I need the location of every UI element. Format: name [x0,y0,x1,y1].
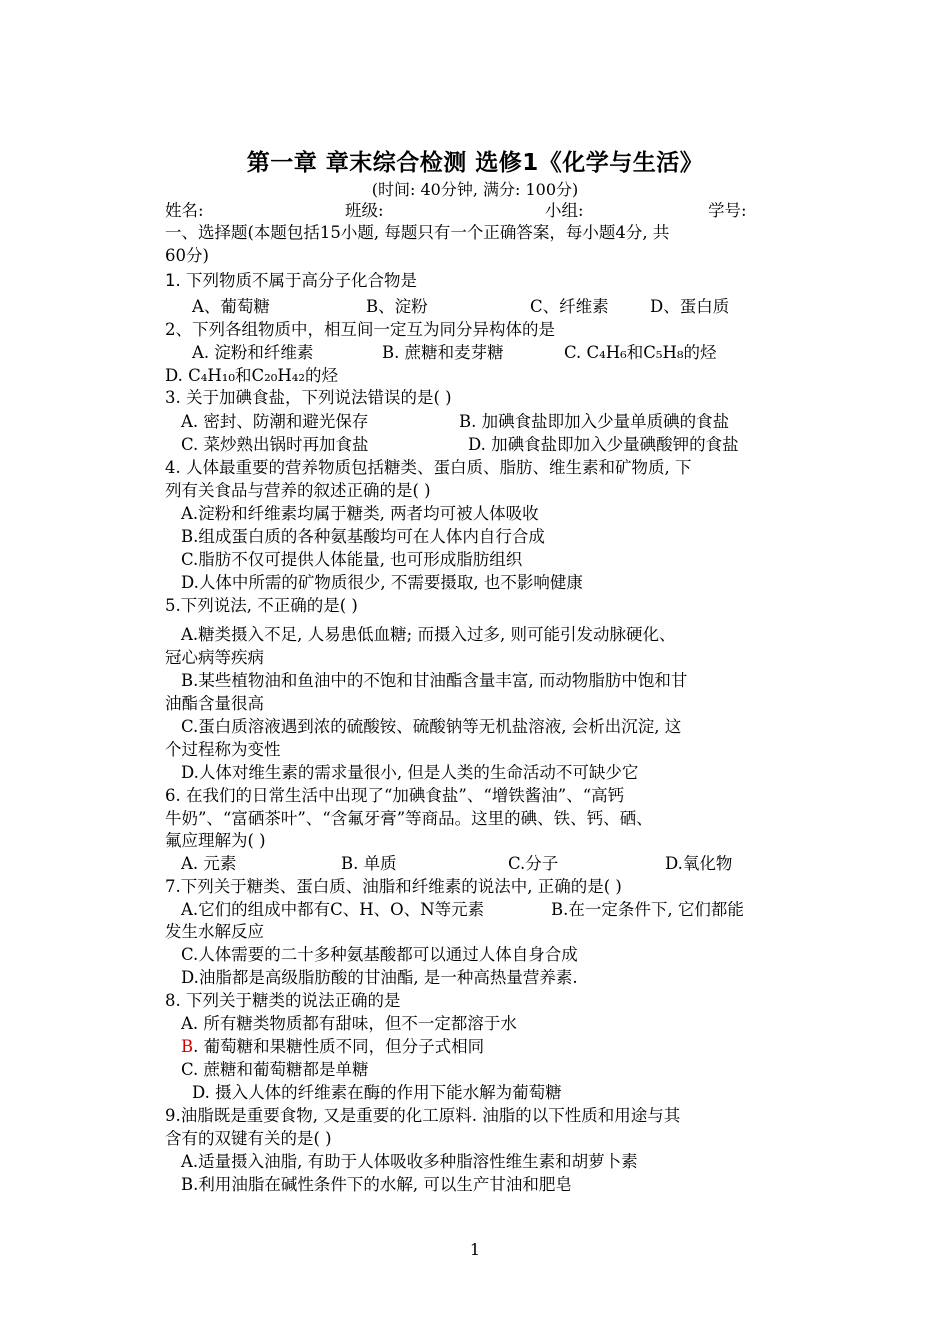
name-label: 姓名: [165,201,204,220]
q9-option-a: A.适量摄入油脂, 有助于人体吸收多种脂溶性维生素和胡萝卜素 [181,1152,638,1171]
q2-option-a: A. 淀粉和纤维素 [192,343,314,362]
q3-option-d: D. 加碘食盐即加入少量碘酸钾的食盐 [468,435,739,454]
q7-option-b-cont: 发生水解反应 [165,922,264,941]
q3-stem: 3. 关于加碘食盐，下列说法错误的是( ) [165,388,452,407]
q9-option-b: B.利用油脂在碱性条件下的水解, 可以生产甘油和肥皂 [181,1175,572,1194]
q6-option-b: B. 单质 [341,854,397,873]
q6-option-c: C.分子 [508,854,559,873]
q2-option-d: D. C₄H₁₀和C₂₀H₄₂的烃 [165,366,338,385]
q9-stem: 9.油脂既是重要食物, 又是重要的化工原料. 油脂的以下性质和用途与其 [165,1106,681,1125]
q7-option-b: B.在一定条件下, 它们都能 [551,900,744,919]
q7-option-a: A.它们的组成中都有C、H、O、N等元素 [181,900,485,919]
q4-option-b: B.组成蛋白质的各种氨基酸均可在人体内自行合成 [181,527,545,546]
q3-option-b: B. 加碘食盐即加入少量单质碘的食盐 [459,412,730,431]
page-number: 1 [469,1240,481,1259]
class-label: 班级: [345,201,384,220]
q5-option-c: C.蛋白质溶液遇到浓的硫酸铵、硫酸钠等无机盐溶液, 会析出沉淀, 这 [181,717,682,736]
q4-option-d: D.人体中所需的矿物质很少, 不需要摄取, 也不影响健康 [181,573,583,592]
q5-option-c-cont: 个过程称为变性 [165,740,281,759]
q8-option-c: C. 蔗糖和葡萄糖都是单糖 [181,1060,369,1079]
q6-stem: 6. 在我们的日常生活中出现了“加碘食盐”、“增铁酱油”、“高钙 [165,786,625,805]
number-label: 学号: [708,201,747,220]
group-label: 小组: [545,201,584,220]
q3-option-c: C. 菜炒熟出锅时再加食盐 [181,435,369,454]
q1-option-c: C、纤维素 [530,297,609,316]
q2-option-c: C. C₄H₆和C₅H₈的烃 [564,343,717,362]
document-title: 第一章 章末综合检测 选修1《化学与生活》 [246,150,704,176]
q2-option-b: B. 蔗糖和麦芽糖 [382,343,504,362]
section-heading-cont: 60分) [165,246,209,265]
q5-stem: 5.下列说法, 不正确的是( ) [165,596,358,615]
q6-stem-cont: 牛奶”、“富硒茶叶”、“含氟牙膏”等商品。这里的碘、铁、钙、硒、 [165,809,653,828]
q4-option-c: C.脂肪不仅可提供人体能量, 也可形成脂肪组织 [181,550,523,569]
document-subtitle: (时间: 40分钟, 满分: 100分) [371,180,579,199]
q8-option-b-text: . 葡萄糖和果糖性质不同，但分子式相同 [193,1037,485,1056]
q5-option-d: D.人体对维生素的需求量很小, 但是人类的生命活动不可缺少它 [181,763,639,782]
q1-option-b: B、淀粉 [366,297,428,316]
q3-option-a: A. 密封、防潮和避光保存 [181,412,369,431]
q8-option-a: A. 所有糖类物质都有甜味，但不一定都溶于水 [181,1014,517,1033]
q6-stem-cont2: 氟应理解为( ) [165,831,266,850]
q4-option-a: A.淀粉和纤维素均属于糖类, 两者均可被人体吸收 [181,504,539,523]
q1-option-d: D、蛋白质 [650,297,730,316]
q7-option-d: D.油脂都是高级脂肪酸的甘油酯, 是一种高热量营养素. [181,968,578,987]
q8-option-d: D. 摄入人体的纤维素在酶的作用下能水解为葡萄糖 [192,1083,562,1102]
q8-stem: 8. 下列关于糖类的说法正确的是 [165,991,401,1010]
q9-stem-cont: 含有的双键有关的是( ) [165,1129,332,1148]
q1-option-a: A、葡萄糖 [192,297,270,316]
q5-option-a-cont: 冠心病等疾病 [165,648,264,667]
q8-option-b-letter: B [181,1037,194,1056]
q5-option-b: B.某些植物油和鱼油中的不饱和甘油酯含量丰富, 而动物脂肪中饱和甘 [181,671,688,690]
q4-stem-cont: 列有关食品与营养的叙述正确的是( ) [165,481,431,500]
q8-option-b [181,1036,484,1058]
q6-option-d: D.氧化物 [665,854,733,873]
q6-option-a: A. 元素 [181,854,237,873]
q5-option-b-cont: 油酯含量很高 [165,694,264,713]
section-heading: 一、选择题(本题包括15小题, 每题只有一个正确答案，每小题4分, 共 [165,223,670,242]
q7-option-c: C.人体需要的二十多种氨基酸都可以通过人体自身合成 [181,945,578,964]
q2-stem: 2、下列各组物质中，相互间一定互为同分异构体的是 [165,320,555,339]
q1-stem: 1. 下列物质不属于高分子化合物是 [165,271,417,290]
q4-stem: 4. 人体最重要的营养物质包括糖类、蛋白质、脂肪、维生素和矿物质, 下 [165,458,692,477]
q5-option-a: A.糖类摄入不足, 人易患低血糖; 而摄入过多, 则可能引发动脉硬化、 [181,625,676,644]
q7-stem: 7.下列关于糖类、蛋白质、油脂和纤维素的说法中, 正确的是( ) [165,877,622,896]
